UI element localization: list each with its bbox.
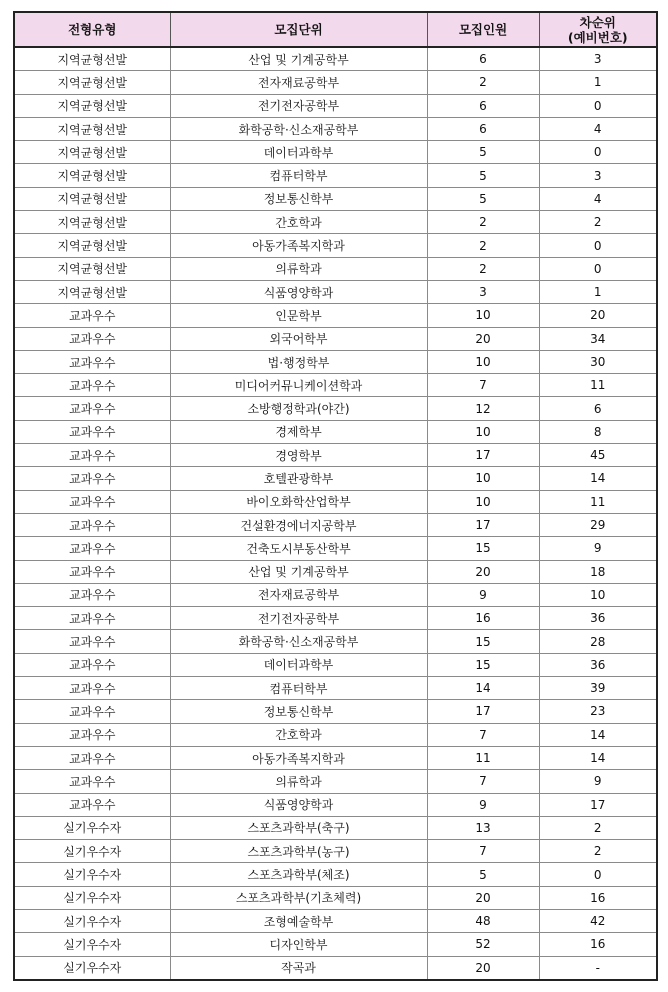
cell-unit: 의류학과 — [170, 257, 427, 280]
table-row — [14, 304, 657, 327]
cell-type: 교과우수 — [14, 653, 170, 676]
cell-quota: 5 — [427, 863, 539, 886]
cell-type: 지역균형선발 — [14, 187, 170, 210]
cell-rank: 6 — [539, 397, 657, 420]
table-row — [14, 71, 657, 94]
cell-type: 지역균형선발 — [14, 164, 170, 187]
header-rank-line2: (예비번호) — [567, 29, 628, 45]
cell-rank: 16 — [539, 886, 657, 909]
cell-quota: 7 — [427, 770, 539, 793]
cell-rank: 14 — [539, 467, 657, 490]
cell-rank: 0 — [539, 234, 657, 257]
cell-quota: 13 — [427, 816, 539, 839]
cell-quota: 52 — [427, 933, 539, 956]
cell-rank: 36 — [539, 607, 657, 630]
cell-unit: 작곡과 — [170, 956, 427, 980]
cell-unit: 호텔관광학부 — [170, 467, 427, 490]
cell-rank: 0 — [539, 141, 657, 164]
table-row — [14, 257, 657, 280]
cell-type: 교과우수 — [14, 513, 170, 536]
cell-unit: 경영학부 — [170, 444, 427, 467]
cell-rank: 1 — [539, 280, 657, 303]
cell-type: 지역균형선발 — [14, 141, 170, 164]
cell-quota: 3 — [427, 280, 539, 303]
table-row — [14, 444, 657, 467]
cell-quota: 6 — [427, 47, 539, 71]
cell-quota: 6 — [427, 94, 539, 117]
cell-unit: 전자재료공학부 — [170, 583, 427, 606]
cell-type: 지역균형선발 — [14, 234, 170, 257]
cell-rank: 45 — [539, 444, 657, 467]
cell-rank: 2 — [539, 840, 657, 863]
cell-rank: 16 — [539, 933, 657, 956]
table-row — [14, 956, 657, 980]
header-type: 전형유형 — [14, 12, 170, 47]
cell-rank: 14 — [539, 723, 657, 746]
cell-type: 지역균형선발 — [14, 280, 170, 303]
cell-rank: 2 — [539, 211, 657, 234]
cell-quota: 10 — [427, 420, 539, 443]
cell-unit: 산업 및 기계공학부 — [170, 47, 427, 71]
table-row — [14, 630, 657, 653]
cell-type: 교과우수 — [14, 374, 170, 397]
cell-rank: 30 — [539, 350, 657, 373]
cell-type: 실기우수자 — [14, 816, 170, 839]
cell-type: 교과우수 — [14, 397, 170, 420]
cell-unit: 정보통신학부 — [170, 700, 427, 723]
cell-rank: 9 — [539, 537, 657, 560]
cell-rank: 4 — [539, 187, 657, 210]
cell-quota: 15 — [427, 537, 539, 560]
table-row — [14, 141, 657, 164]
cell-unit: 스포츠과학부(농구) — [170, 840, 427, 863]
cell-unit: 조형예술학부 — [170, 909, 427, 932]
cell-rank: 0 — [539, 94, 657, 117]
cell-quota: 5 — [427, 164, 539, 187]
cell-rank: 14 — [539, 746, 657, 769]
cell-rank: 18 — [539, 560, 657, 583]
cell-quota: 20 — [427, 956, 539, 980]
table-row — [14, 164, 657, 187]
table-row — [14, 397, 657, 420]
cell-unit: 스포츠과학부(기초체력) — [170, 886, 427, 909]
cell-rank: 23 — [539, 700, 657, 723]
table-row — [14, 513, 657, 536]
cell-unit: 컴퓨터학부 — [170, 677, 427, 700]
cell-quota: 20 — [427, 560, 539, 583]
cell-type: 교과우수 — [14, 444, 170, 467]
cell-rank: 42 — [539, 909, 657, 932]
cell-unit: 정보통신학부 — [170, 187, 427, 210]
cell-rank: 4 — [539, 117, 657, 140]
cell-type: 실기우수자 — [14, 909, 170, 932]
table-row — [14, 327, 657, 350]
cell-rank: 9 — [539, 770, 657, 793]
cell-type: 교과우수 — [14, 304, 170, 327]
cell-unit: 산업 및 기계공학부 — [170, 560, 427, 583]
table-row — [14, 886, 657, 909]
cell-quota: 20 — [427, 327, 539, 350]
cell-type: 교과우수 — [14, 770, 170, 793]
cell-quota: 17 — [427, 700, 539, 723]
cell-type: 실기우수자 — [14, 863, 170, 886]
cell-unit: 전자재료공학부 — [170, 71, 427, 94]
cell-unit: 의류학과 — [170, 770, 427, 793]
cell-quota: 10 — [427, 304, 539, 327]
cell-quota: 15 — [427, 653, 539, 676]
cell-quota: 9 — [427, 793, 539, 816]
table-row — [14, 607, 657, 630]
cell-unit: 경제학부 — [170, 420, 427, 443]
table-row — [14, 746, 657, 769]
cell-unit: 화학공학·신소재공학부 — [170, 117, 427, 140]
cell-quota: 10 — [427, 350, 539, 373]
cell-quota: 2 — [427, 71, 539, 94]
cell-unit: 건설환경에너지공학부 — [170, 513, 427, 536]
cell-type: 교과우수 — [14, 583, 170, 606]
cell-quota: 7 — [427, 723, 539, 746]
header-rank — [539, 12, 657, 47]
cell-type: 교과우수 — [14, 350, 170, 373]
cell-type: 지역균형선발 — [14, 117, 170, 140]
table-row — [14, 537, 657, 560]
cell-rank: 28 — [539, 630, 657, 653]
cell-quota: 20 — [427, 886, 539, 909]
cell-unit: 식품영양학과 — [170, 793, 427, 816]
cell-rank: 0 — [539, 257, 657, 280]
table-row — [14, 211, 657, 234]
table-row — [14, 350, 657, 373]
table-row — [14, 490, 657, 513]
cell-unit: 컴퓨터학부 — [170, 164, 427, 187]
cell-type: 교과우수 — [14, 677, 170, 700]
cell-unit: 소방행정학과(야간) — [170, 397, 427, 420]
cell-rank: 3 — [539, 47, 657, 71]
cell-quota: 10 — [427, 490, 539, 513]
table-row — [14, 374, 657, 397]
cell-quota: 14 — [427, 677, 539, 700]
cell-type: 교과우수 — [14, 490, 170, 513]
cell-quota: 48 — [427, 909, 539, 932]
table-row — [14, 700, 657, 723]
cell-rank: 20 — [539, 304, 657, 327]
cell-type: 지역균형선발 — [14, 211, 170, 234]
cell-type: 실기우수자 — [14, 956, 170, 980]
cell-unit: 전기전자공학부 — [170, 94, 427, 117]
cell-unit: 간호학과 — [170, 211, 427, 234]
table-row — [14, 187, 657, 210]
table-row — [14, 280, 657, 303]
header-quota: 모집인원 — [427, 12, 539, 47]
cell-unit: 스포츠과학부(축구) — [170, 816, 427, 839]
cell-type: 교과우수 — [14, 630, 170, 653]
cell-type: 교과우수 — [14, 723, 170, 746]
cell-quota: 10 — [427, 467, 539, 490]
cell-quota: 7 — [427, 374, 539, 397]
cell-unit: 아동가족복지학과 — [170, 234, 427, 257]
cell-quota: 2 — [427, 257, 539, 280]
table-row — [14, 909, 657, 932]
cell-unit: 데이터과학부 — [170, 141, 427, 164]
cell-quota: 5 — [427, 141, 539, 164]
cell-unit: 아동가족복지학과 — [170, 746, 427, 769]
cell-type: 교과우수 — [14, 537, 170, 560]
cell-type: 교과우수 — [14, 560, 170, 583]
cell-type: 지역균형선발 — [14, 47, 170, 71]
table-row — [14, 47, 657, 71]
cell-rank: 1 — [539, 71, 657, 94]
cell-unit: 바이오화학산업학부 — [170, 490, 427, 513]
table-row — [14, 723, 657, 746]
cell-quota: 17 — [427, 513, 539, 536]
table-row — [14, 816, 657, 839]
table-row — [14, 793, 657, 816]
table-row — [14, 770, 657, 793]
cell-rank: 10 — [539, 583, 657, 606]
cell-quota: 5 — [427, 187, 539, 210]
cell-type: 교과우수 — [14, 467, 170, 490]
cell-type: 지역균형선발 — [14, 94, 170, 117]
cell-quota: 12 — [427, 397, 539, 420]
cell-unit: 외국어학부 — [170, 327, 427, 350]
cell-quota: 11 — [427, 746, 539, 769]
cell-type: 지역균형선발 — [14, 71, 170, 94]
cell-type: 교과우수 — [14, 607, 170, 630]
cell-rank: 17 — [539, 793, 657, 816]
cell-unit: 건축도시부동산학부 — [170, 537, 427, 560]
table-row — [14, 94, 657, 117]
cell-unit: 디자인학부 — [170, 933, 427, 956]
table-row — [14, 467, 657, 490]
cell-rank: 11 — [539, 374, 657, 397]
cell-type: 교과우수 — [14, 327, 170, 350]
cell-type: 교과우수 — [14, 746, 170, 769]
cell-quota: 2 — [427, 234, 539, 257]
header-rank-line1: 차순위 — [579, 14, 616, 30]
table-row — [14, 840, 657, 863]
cell-rank: 29 — [539, 513, 657, 536]
table-body — [14, 47, 657, 980]
cell-quota: 9 — [427, 583, 539, 606]
table-row — [14, 117, 657, 140]
table-row — [14, 677, 657, 700]
cell-rank: 11 — [539, 490, 657, 513]
cell-rank: 39 — [539, 677, 657, 700]
cell-rank: 3 — [539, 164, 657, 187]
cell-rank: - — [539, 956, 657, 980]
header-unit: 모집단위 — [170, 12, 427, 47]
table-row — [14, 234, 657, 257]
table-row — [14, 583, 657, 606]
cell-quota: 2 — [427, 211, 539, 234]
table-row — [14, 560, 657, 583]
cell-unit: 법·행정학부 — [170, 350, 427, 373]
cell-type: 실기우수자 — [14, 933, 170, 956]
table-row — [14, 420, 657, 443]
table-row — [14, 933, 657, 956]
cell-rank: 0 — [539, 863, 657, 886]
cell-rank: 34 — [539, 327, 657, 350]
cell-unit: 미디어커뮤니케이션학과 — [170, 374, 427, 397]
cell-type: 교과우수 — [14, 700, 170, 723]
cell-quota: 17 — [427, 444, 539, 467]
cell-type: 교과우수 — [14, 793, 170, 816]
cell-rank: 36 — [539, 653, 657, 676]
cell-unit: 데이터과학부 — [170, 653, 427, 676]
cell-type: 지역균형선발 — [14, 257, 170, 280]
header-row — [14, 12, 657, 47]
cell-rank: 2 — [539, 816, 657, 839]
cell-unit: 전기전자공학부 — [170, 607, 427, 630]
cell-quota: 7 — [427, 840, 539, 863]
cell-quota: 6 — [427, 117, 539, 140]
cell-quota: 15 — [427, 630, 539, 653]
cell-unit: 스포츠과학부(체조) — [170, 863, 427, 886]
table-row — [14, 653, 657, 676]
cell-type: 실기우수자 — [14, 840, 170, 863]
cell-type: 교과우수 — [14, 420, 170, 443]
cell-unit: 식품영양학과 — [170, 280, 427, 303]
cell-quota: 16 — [427, 607, 539, 630]
cell-unit: 인문학부 — [170, 304, 427, 327]
admission-table — [13, 11, 658, 981]
cell-rank: 8 — [539, 420, 657, 443]
cell-type: 실기우수자 — [14, 886, 170, 909]
cell-unit: 화학공학·신소재공학부 — [170, 630, 427, 653]
cell-unit: 간호학과 — [170, 723, 427, 746]
table-row — [14, 863, 657, 886]
